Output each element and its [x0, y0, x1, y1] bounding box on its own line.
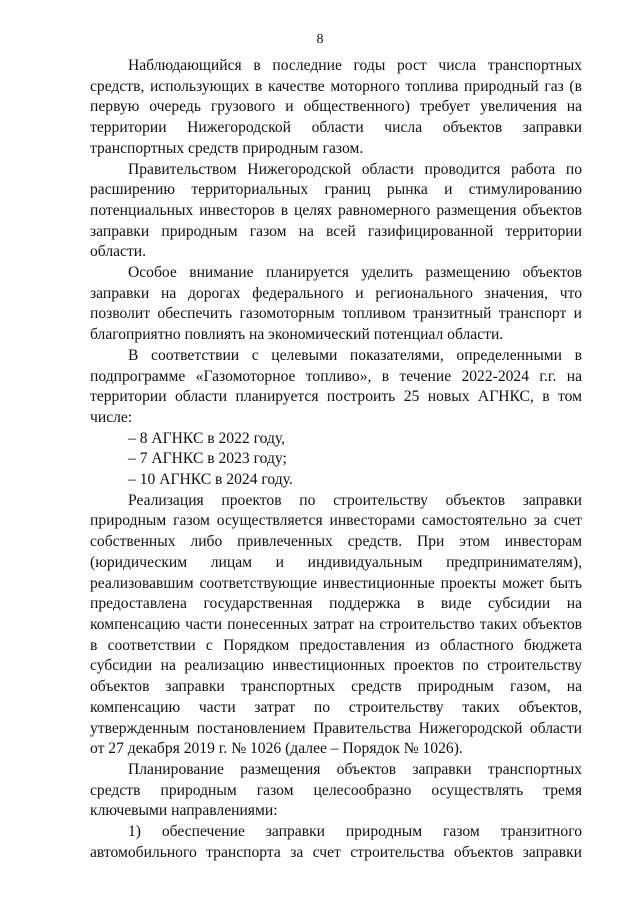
paragraph-investment-support: Реализация проектов по строительству объектов заправки природным газом осуществляется инвесторами самостоятельно за счет собственных либо привлеченных средств. При этом инвесторам (юридическим лицам и индивидуальным предпринимателям), реализовавшим соответствующие инвестиционные проекты может быть предоставлена государственная поддержка в виде субсидии на компенсацию части понесенных затрат на строительство таких объектов в соответствии с Порядком предоставления из областного бюджета субсидии на реализацию инвестиционных проектов по строительству объектов заправки транспортных средств природным газом, на компенсацию части затрат по строительству таких объектов, утвержденным постановлением Правительства Нижегородской области от 27 декабря 2019 г. № 1026 (далее – Порядок № 1026).	[90, 491, 582, 758]
paragraph-gas-vehicle-growth: Наблюдающийся в последние годы рост числа транспортных средств, использующих в качестве моторного топлива природный газ (в первую очередь грузового и общественного) требует увеличения на территории Нижегородской области числа объектов заправки транспортных средств природным газом.	[90, 57, 582, 157]
paragraph-target-indicators: В соответствии с целевыми показателями, определенными в подпрограмме «Газомоторное топливо», в течение 2022-2024 г.г. на территории области планируется построить 25 новых АГНКС, в том числе:	[90, 346, 582, 426]
document-body	[90, 56, 582, 863]
list-item-2023: – 7 АГНКС в 2023 году;	[128, 450, 287, 468]
paragraph-planning-directions: Планирование размещения объектов заправки транспортных средств природным газом целесообразно осуществлять тремя ключевыми направлениями:	[90, 760, 582, 820]
list-item-2024: – 10 АГНКС в 2024 году.	[128, 471, 293, 489]
list-item-2022: – 8 АГНКС в 2022 году,	[128, 429, 286, 447]
paragraph-direction-1: 1) обеспечение заправки природным газом транзитного автомобильного транспорта за счет строительства объектов заправки	[90, 823, 582, 861]
paragraph-government-work: Правительством Нижегородской области проводится работа по расширению территориальных границ рынка и стимулированию потенциальных инвесторов в целях равномерного размещения объектов заправки природным газом на всей газифицированной территории области.	[90, 160, 582, 261]
paragraph-road-placement: Особое внимание планируется уделить размещению объектов заправки на дорогах федерального и регионального значения, что позволит обеспечить газомоторным топливом транзитный транспорт и благоприятно повлиять на экономический потенциал области.	[90, 264, 582, 344]
page-number: 8	[316, 32, 324, 47]
